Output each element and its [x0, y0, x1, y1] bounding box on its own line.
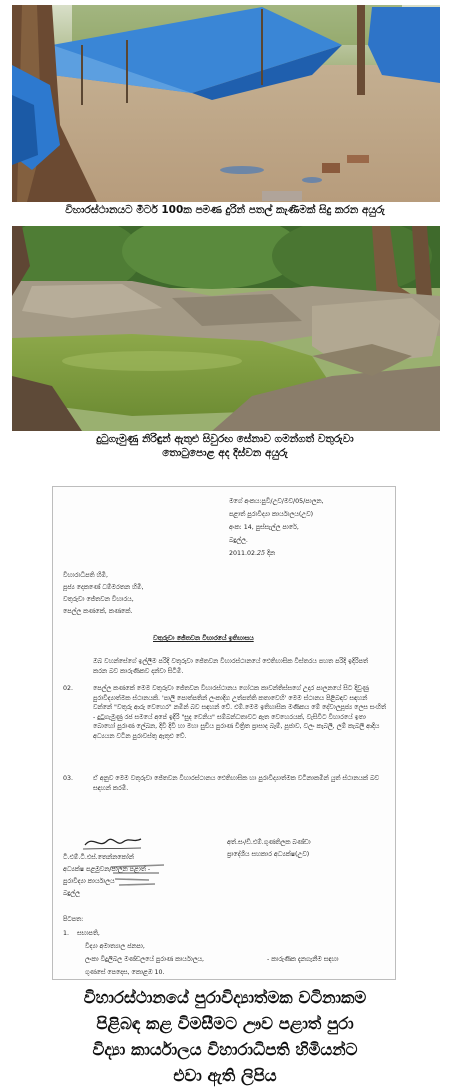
letter-subject: වතුරුවා ජේතවන විහාරයේ ඉතිහාසය — [153, 635, 254, 642]
date-suffix: දින — [267, 550, 275, 557]
copy-1-line1: විද්‍යා අමාත්‍යාල ජනපා, — [85, 943, 145, 950]
office-city: බදුල්ල. — [229, 537, 248, 544]
date-handwritten: 25 — [257, 550, 266, 557]
signer-left-name: ටී.එම්.ටී.එස්.තෙන්නකෝන් — [63, 854, 134, 861]
paragraph-2: පෙල්ල කණකේ මෙම වතුරුවා ජේතවන විහාරස්ථානය ගෝඨක කාවන්තිස්සගේ උදාර පාලනයේ සිට දිවුණු පුරාවිද්‍යාත්මක ස්ථානයකි. 'පාලි පොත්පතින් ලංකාදිග උත්පත්ති කතාවෙහි' මෙම ස්ථානය පිළිබඳව සඳහන් වන්නේ "වතුරු ආරු වෙහෙර" නමින් බව සඳහන් වේ. එම්.මෙම ඉතිහාසික මණිකය මේ දේවාලපූජ්‍ය ලෙස සංහිත් - දුටුගැමුණු රජ සමයේ අපේ ඉදිරි "සුද වෙනිය" සම්බන්ධතාවට ඇත වෙහෙරයක්, වැසිවිට විහාරයේ ඉතා බොහෝ පුරාණ ලේඛන, දිවි දිවි හා මහා සුචිය පුරාණ චිත්‍රිත ප්‍රාසාද බෑම්, පූජාව, වලං කැබලි, ලම් කැබලි ආදිය අධ්‍යයන වටින පුරාවස්තු ඇතුළු වේ. — [93, 685, 386, 740]
signer-right-title: ප්‍රාදේශීය සහකාර අධ්‍යක්ෂ(උව) — [227, 851, 310, 858]
ref-number: මගේ අංකය:පුවි/උව/මව/05/පාලන, — [229, 498, 324, 505]
river-ford-caption-line1: දුටුගැමුණු නිරිඳුන් ඇතුළු සිවුරඟ සේනාව ගමන්ගත් වතුරුවා — [96, 433, 354, 445]
date-printed: 2011.02. — [229, 550, 258, 557]
mining-site-caption: විහාරස්ථානයට මීටර් 100ක පමණ දුරින් පතල් කැණීමක් සිදු කරන අයුරු — [65, 204, 385, 216]
paragraph-3: ඒ අනුව මෙම වතුරුවා ජේතවන විහාරස්ථානය ඓතිහාසික හා පුරාවිද්‍යාත්මක වටිනාකමින් යුත් ස්ථානයක් බව සඳහන් කරමි. — [93, 775, 380, 792]
archaeology-letter — [52, 486, 396, 980]
addressee-location: පෙල්ල කණකේ, කණකේ. — [63, 608, 133, 615]
copy-1-line2: ලංකා විදුලිබල මණ්ඩලයේ පුරාණ කාර්යාලය, — [85, 956, 205, 963]
addressee-title: විහාරාධිපති හිමි, — [63, 572, 108, 579]
copy-1-role: සභාපති, — [77, 930, 100, 937]
letter-caption — [0, 985, 450, 1089]
paragraph-3-number: 03. — [63, 775, 74, 782]
copy-1-number: 1. — [63, 930, 70, 937]
office-name: පළාත් පුරාවිද්‍යා කාර්යාලය(උව) — [229, 511, 314, 518]
letter-caption-line3: විද්‍යා කාර්යාලය විහාරාධිපති හිමියන්ට — [92, 1040, 358, 1059]
copy-1-line3: ගුණසේ පෙදෙස, කොළඹ 10. — [85, 969, 165, 976]
letter-date — [229, 549, 275, 559]
paragraph-1: ඔබ වහන්සේගේ ඉල්ලීම පරිදි වතුරුවා ජේතවන විහාරස්ථානයේ ඓතිහාසික විස්තරය පහත පරිදි ඉදිරිපත් කරන බව කාරුණිකව දන්වා සිටිමි. — [93, 658, 368, 675]
paragraph-2-number: 02. — [63, 685, 74, 692]
addressee-name: පූජ්‍ය දෙකණේ ධම්මරතන හිමි, — [63, 584, 144, 591]
signer-left-title: අධ්‍යක්ෂ පළමුවන/පාලන පළාත් - — [63, 866, 151, 873]
signer-left-city: බදුල්ල — [63, 890, 80, 897]
letter-caption-line2: පිළිබඳ කළ විමසීමට ඌව පළාත් පුරා — [96, 1014, 354, 1033]
office-stamp — [109, 861, 169, 891]
river-ford-caption-line2: තොටුපොළ අද දිස්වන අයුරු — [162, 447, 288, 459]
signer-right-name: අත්.සං/ඩී.එම්.ගුණතිලක බණ්ඩා — [227, 839, 311, 846]
river-ford-photo — [12, 226, 440, 431]
mining-site-photo — [12, 5, 440, 202]
letter-caption-line1: විහාරස්ථානයේ පුරාවිද්‍යාත්මක වටිනාකම — [83, 988, 367, 1007]
left-signature — [83, 833, 143, 851]
copy-1-note: - කාරුණික දැනගැනීම සඳහා — [267, 956, 339, 963]
office-address: අංක: 14, පුස්සැල්ල පාරේ, — [229, 524, 299, 531]
copies-heading: පිටපත: — [63, 916, 84, 923]
river-ford-caption — [0, 432, 450, 460]
signer-left-title2: පුරාවිද්‍යා කාර්යාලය — [63, 878, 115, 885]
addressee-temple: වතුරුවා ජේතවන විහාරය, — [63, 596, 134, 603]
letter-caption-line4: එවා ඇති ලිපිය — [173, 1066, 277, 1085]
